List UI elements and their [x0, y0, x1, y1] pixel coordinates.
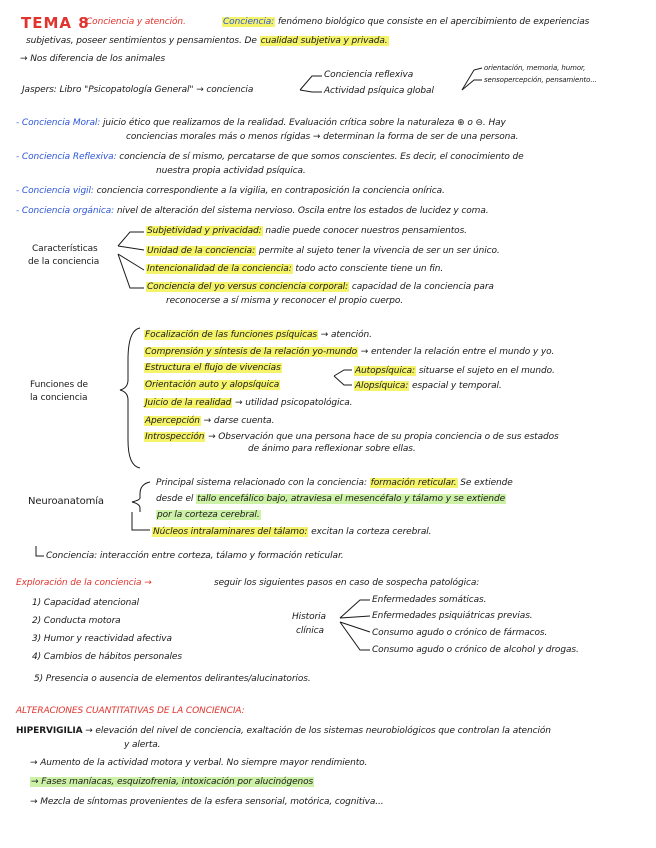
- history-item: Consumo agudo o crónico de alcohol y drogas.: [372, 645, 579, 655]
- hypervigilance-line: HIPERVIGILIA → elevación del nivel de conciencia, exaltación de los sistemas neurobiológicos que controlan la atención: [16, 726, 551, 736]
- alteration-bullet: → Mezcla de síntomas provenientes de la esfera sensorial, motórica, cognitiva...: [30, 797, 384, 807]
- definition-label: Conciencia:: [223, 17, 275, 27]
- type-moral: - Conciencia Moral: juicio ético que realizamos de la realidad. Evaluación crítica sobre la naturaleza ⊕ o ⊖. Hay: [16, 118, 506, 128]
- characteristic-item: Conciencia del yo versus conciencia corporal: capacidad de la conciencia para: [147, 282, 494, 292]
- function-item: Introspección → Observación que una persona hace de su propia conciencia o de sus estados: [145, 432, 559, 442]
- history-item: Enfermedades somáticas.: [372, 595, 487, 605]
- type-reflexiva: - Conciencia Reflexiva: conciencia de sí mismo, percatarse de que somos conscientes. Es decir, el conocimiento de: [16, 152, 524, 162]
- neuro-line-5: Conciencia: interacción entre corteza, tálamo y formación reticular.: [46, 551, 344, 561]
- type-organica: - Conciencia orgánica: nivel de alteración del sistema nervioso. Oscila entre los estados de lucidez y coma.: [16, 206, 489, 216]
- characteristics-brace: [118, 232, 144, 288]
- alterations-title: ALTERACIONES CUANTITATIVAS DE LA CONCIENCIA:: [16, 706, 245, 716]
- characteristic-item: Subjetividad y privacidad: nadie puede conocer nuestros pensamientos.: [147, 226, 467, 236]
- jaspers-source: Jaspers: Libro "Psicopatología General" → conciencia: [22, 85, 254, 95]
- neuro-brace: [132, 482, 150, 512]
- exploration-step: 5) Presencia o ausencia de elementos delirantes/alucinatorios.: [34, 674, 311, 684]
- neuro-line: [132, 512, 150, 530]
- animals-note: → Nos diferencia de los animales: [20, 54, 166, 64]
- exploration-step: 1) Capacidad atencional: [32, 598, 140, 608]
- page-title: TEMA 8: [21, 14, 90, 32]
- definition-text: fenómeno biológico que consiste en el apercibimiento de experiencias: [277, 17, 590, 27]
- characteristic-item: Unidad de la conciencia: permite al sujeto tener la vivencia de ser un ser único.: [147, 246, 500, 256]
- characteristics-label-2: de la conciencia: [28, 257, 100, 267]
- characteristics-label-1: Características: [32, 244, 98, 254]
- function-item: Estructura el flujo de vivencias: [145, 363, 281, 373]
- history-item: Enfermedades psiquiátricas previas.: [372, 611, 533, 621]
- branch-line: [300, 90, 322, 92]
- neuro-line-3: por la corteza cerebral.: [157, 510, 260, 520]
- type-vigil: - Conciencia vigil: conciencia correspondiente a la vigilia, en contraposición la conciencia onírica.: [16, 186, 445, 196]
- functions-brace: [120, 328, 140, 468]
- topic-title: Conciencia y atención.: [86, 17, 186, 27]
- jaspers-sub-1: orientación, memoria, humor,: [484, 64, 586, 72]
- history-item: Consumo agudo o crónico de fármacos.: [372, 628, 548, 638]
- alteration-bullet: → Aumento de la actividad motora y verbal. No siempre mayor rendimiento.: [30, 758, 368, 768]
- neuro-line-1: Principal sistema relacionado con la conciencia: formación reticular. Se extiende: [156, 478, 513, 488]
- characteristic-item: Intencionalidad de la conciencia: todo acto consciente tiene un fin.: [147, 264, 444, 274]
- definition-line-1: [222, 17, 589, 28]
- history-label-2: clínica: [296, 626, 324, 636]
- function-item: Juicio de la realidad → utilidad psicopatológica.: [145, 398, 353, 408]
- exploration-step: 3) Humor y reactividad afectiva: [32, 634, 172, 644]
- function-item: Comprensión y síntesis de la relación yo-mundo → entender la relación entre el mundo y yo.: [145, 347, 555, 357]
- neuro-label: Neuroanatomía: [28, 496, 104, 507]
- jaspers-branch-2: Actividad psíquica global: [324, 86, 434, 96]
- function-item: Focalización de las funciones psíquicas → atención.: [145, 330, 372, 340]
- history-label-1: Historia: [292, 612, 326, 622]
- autopsiquica: Autopsíquica: situarse el sujeto en el mundo.: [355, 366, 555, 376]
- type-reflexiva-cont: nuestra propia actividad psíquica.: [156, 166, 306, 176]
- neuro-line: [36, 546, 44, 556]
- alteration-bullet: → Fases maníacas, esquizofrenia, intoxicación por alucinógenos: [31, 777, 314, 787]
- jaspers-branch-1: Conciencia reflexiva: [324, 70, 414, 80]
- neuro-line-4: Núcleos intralaminares del tálamo: excitan la corteza cerebral.: [153, 527, 432, 537]
- hypervigilance-cont: y alerta.: [124, 740, 161, 750]
- exploration-step: 2) Conducta motora: [32, 616, 121, 626]
- function-item: Apercepción → darse cuenta.: [145, 416, 275, 426]
- definition-line-2: subjetivas, poseer sentimientos y pensamientos. De cualidad subjetiva y privada.: [26, 36, 388, 46]
- type-moral-cont: conciencias morales más o menos rígidas → determinan la forma de ser de una persona.: [126, 132, 519, 142]
- exploration-title: Exploración de la conciencia →: [16, 578, 152, 588]
- characteristic-item-cont: reconocerse a sí misma y reconocer el propio cuerpo.: [166, 296, 404, 306]
- orientation-branch: [334, 370, 352, 385]
- function-item: Orientación auto y alopsíquica: [145, 380, 280, 390]
- subjective-highlight: cualidad subjetiva y privada.: [260, 36, 388, 46]
- exploration-step: 4) Cambios de hábitos personales: [32, 652, 182, 662]
- jaspers-sub-2: sensopercepción, pensamiento...: [484, 76, 597, 84]
- branch-line: [300, 76, 322, 90]
- branch-line: [462, 68, 482, 90]
- history-branch: [340, 600, 370, 650]
- function-item-cont: de ánimo para reflexionar sobre ellas.: [248, 444, 416, 454]
- alopsiquica: Alopsíquica: espacial y temporal.: [355, 381, 502, 391]
- functions-label-1: Funciones de: [30, 380, 88, 390]
- neuro-line-2: desde el tallo encefálico bajo, atraviesa el mesencéfalo y tálamo y se extiende: [156, 494, 506, 504]
- exploration-text: seguir los siguientes pasos en caso de sospecha patológica:: [214, 578, 480, 588]
- functions-label-2: la conciencia: [30, 393, 88, 403]
